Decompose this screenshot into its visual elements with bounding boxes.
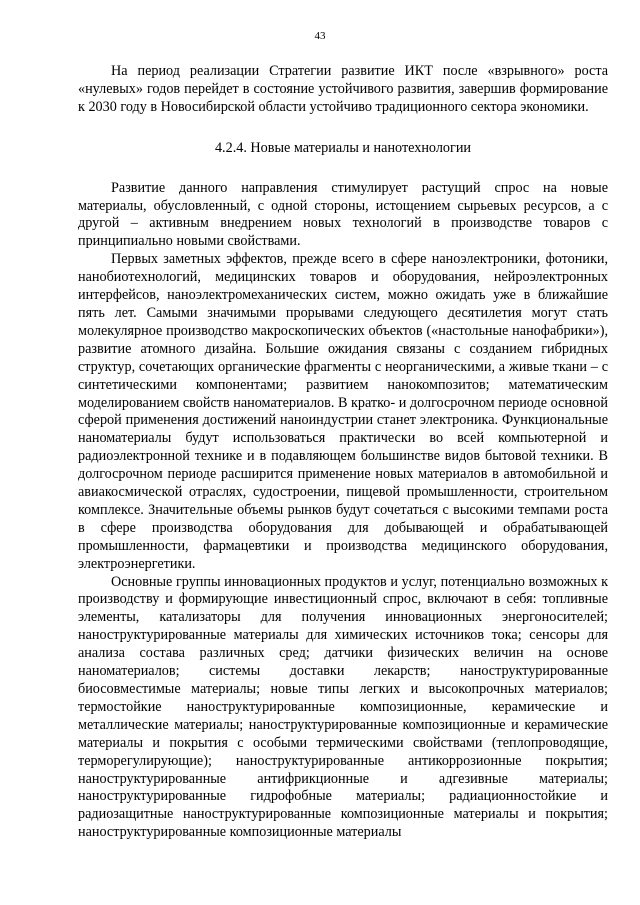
intro-paragraph: На период реализации Стратегии развитие ИКТ после «взрывного» роста «нулевых» годов перейдет в состояние устойчивого развития, завершив формирование к 2030 году в Новосибирской области устойчиво традиционного сектора экономики. [78,63,608,115]
section-body [78,180,608,843]
section-paragraph-1: Развитие данного направления стимулирует растущий спрос на новые материалы, обусловленный, с одной стороны, истощением сырьевых ресурсов, а с другой – активным внедрением новых технологий в производстве товаров с принципиально новыми свойствами. [78,179,608,250]
section-paragraph-2: Первых заметных эффектов, прежде всего в сфере наноэлектроники, фотоники, нанобиотехнологий, медицинских товаров и оборудования, нейроэлектронных интерфейсов, наноэлектромеханических систем, можно ожидать уже в ближайшие пять лет. Самыми значимыми прорывами следующего десятилетия могут стать молекулярное производство макроскопических объектов («настольные нанофабрики»), развитие атомного дизайна. Большие ожидания связаны с созданием гибридных структур, сочетающих органические фрагменты с неорганическими, а живые ткани – с синтетическими компонентами; развитием нанокомпозитов; математическим моделированием свойств наноматериалов. В кратко- и долгосрочном периоде основной сферой применения достижений наноиндустрии станет электроника. Функциональные наноматериалы будут использоваться практически во всей компьютерной и радиоэлектронной технике и в подавляющем большинстве видов бытовой техники. В долгосрочном периоде расширится применение новых материалов в автомобильной и авиакосмической отраслях, судостроении, пищевой промышленности, строительном комплексе. Значительные объемы рынков будут сочетаться с высокими темпами роста в сфере производства оборудования для добывающей и обрабатывающей промышленности, фармацевтики и производства медицинского оборудования, электроэнергетики. [78,251,608,572]
page-number: 43 [314,30,326,42]
document-body [78,63,608,842]
section-heading: 4.2.4. Новые материалы и нанотехнологии [214,139,472,156]
section-paragraph-3: Основные группы инновационных продуктов и услуг, потенциально возможных к производству и формирующие инвестиционный спрос, включают в себя: топливные элементы, катализаторы для получения инновационных энергоносителей; наноструктурированные материалы для химических источников тока; сенсоры для анализа состава различных сред; датчики физических величин на основе наноматериалов; системы доставки лекарств; наноструктурированные биосовместимые материалы; новые типы легких и высокопрочных материалов; термостойкие наноструктурированные композиционные, керамические и металлические материалы; наноструктурированные композиционные и керамические материалы и покрытия с особыми термическими свойствами (теплопроводящие, терморегулирующие); наноструктурированные антикоррозионные покрытия; наноструктурированные антифрикционные и адгезивные материалы; наноструктурированные гидрофобные материалы; радиационностойкие и радиозащитные наноструктурированные композиционные материалы и покрытия; наноструктурированные композиционные материалы [78,573,608,841]
